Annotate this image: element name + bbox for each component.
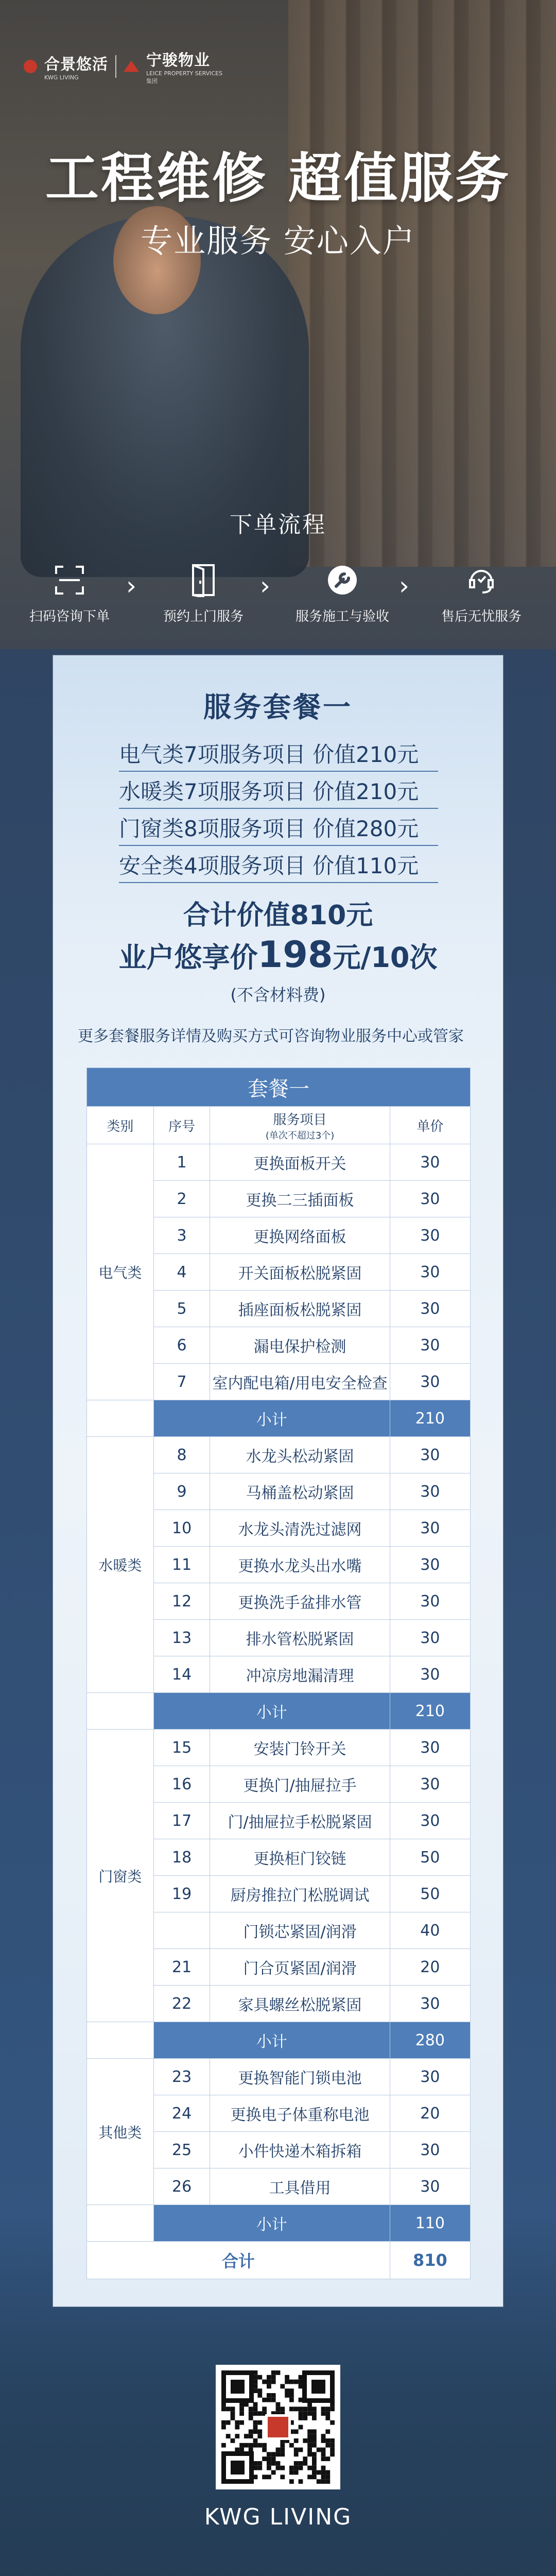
unit-price: 30	[390, 1547, 470, 1583]
total-label: 合计	[87, 2242, 390, 2279]
unit-price: 30	[390, 2168, 470, 2205]
flow-step-scan	[21, 562, 118, 625]
table-row	[87, 1730, 471, 1766]
subtotal-value: 210	[390, 1400, 470, 1437]
subtotal-spacer	[87, 1400, 154, 1437]
row-number: 11	[153, 1547, 210, 1583]
row-number: 16	[153, 1766, 210, 1803]
row-number: 26	[153, 2168, 210, 2205]
unit-price: 30	[390, 1144, 470, 1181]
subtotal-label: 小计	[153, 2205, 390, 2242]
tax-note: (不含材料费)	[230, 985, 326, 1005]
service-item: 开关面板松脱紧固	[210, 1254, 390, 1291]
scan-icon	[51, 562, 88, 599]
unit-price: 50	[390, 1876, 470, 1912]
hero-banner	[0, 0, 556, 649]
total-value-cell: 810	[390, 2242, 470, 2279]
subtotal-label: 小计	[153, 2022, 390, 2059]
unit-price: 30	[390, 1291, 470, 1327]
row-number: 12	[153, 1583, 210, 1620]
service-item: 门合页紧固/润滑	[210, 1949, 390, 1986]
unit-price: 30	[390, 1181, 470, 1217]
subtotal-label: 小计	[153, 1400, 390, 1437]
flow-step-label: 售后无忧服务	[441, 609, 522, 624]
chevron-right-icon: ›	[399, 571, 409, 601]
total-row	[87, 2242, 471, 2279]
category-cell: 水暖类	[87, 1437, 154, 1693]
unit-price: 30	[390, 1803, 470, 1839]
row-number: 9	[153, 1473, 210, 1510]
category-cell: 门窗类	[87, 1730, 154, 2022]
header-no: 序号	[153, 1107, 210, 1144]
header-item	[210, 1107, 390, 1144]
service-item: 更换洗手盆排水管	[210, 1583, 390, 1620]
unit-price: 40	[390, 1912, 470, 1949]
row-number: 24	[153, 2095, 210, 2132]
row-number: 8	[153, 1437, 210, 1473]
service-item: 水龙头清洗过滤网	[210, 1510, 390, 1547]
service-item: 马桶盖松动紧固	[210, 1473, 390, 1510]
subtotal-row	[87, 1693, 471, 1730]
package-line: 水暖类7项服务项目 价值210元	[119, 775, 438, 809]
unit-price: 30	[390, 1217, 470, 1254]
logo-bar	[24, 47, 222, 85]
package-line: 门窗类8项服务项目 价值280元	[119, 812, 438, 846]
support-icon	[463, 562, 500, 599]
ningjun-logo-icon	[124, 61, 139, 72]
service-item: 更换柜门铰链	[210, 1839, 390, 1876]
unit-price: 30	[390, 1327, 470, 1364]
unit-price: 30	[390, 1620, 470, 1656]
door-icon	[185, 562, 222, 599]
service-item: 更换门/抽屉拉手	[210, 1766, 390, 1803]
service-item: 冲凉房地漏清理	[210, 1656, 390, 1693]
unit-price: 30	[390, 2132, 470, 2168]
table-row	[87, 1144, 471, 1181]
package-line: 安全类4项服务项目 价值110元	[119, 849, 438, 883]
service-item: 更换二三插面板	[210, 1181, 390, 1217]
package-line: 电气类7项服务项目 价值210元	[119, 738, 438, 772]
service-item: 门/抽屉拉手松脱紧固	[210, 1803, 390, 1839]
logo-divider	[115, 55, 116, 78]
row-number: 1	[153, 1144, 210, 1181]
service-item: 插座面板松脱紧固	[210, 1291, 390, 1327]
service-item: 更换面板开关	[210, 1144, 390, 1181]
table-header-row	[87, 1107, 471, 1144]
service-item: 水龙头松动紧固	[210, 1437, 390, 1473]
header-item-label: 服务项目	[273, 1112, 327, 1128]
unit-price: 50	[390, 1839, 470, 1876]
ningjun-logo	[146, 47, 222, 85]
service-table-body	[87, 1068, 471, 2279]
kwg-logo-text: 合景悠活	[44, 56, 108, 74]
ningjun-logo-badge: LEICE	[146, 70, 162, 77]
unit-price: 30	[390, 1254, 470, 1291]
service-item: 室内配电箱/用电安全检查	[210, 1364, 390, 1400]
row-number: 15	[153, 1730, 210, 1766]
hero-title: 工程维修 超值服务	[45, 147, 511, 210]
service-item: 安装门铃开关	[210, 1730, 390, 1766]
row-number: 14	[153, 1656, 210, 1693]
subtotal-value: 280	[390, 2022, 470, 2059]
service-item: 更换网络面板	[210, 1217, 390, 1254]
service-item: 小件快递木箱拆箱	[210, 2132, 390, 2168]
service-table	[86, 1067, 471, 2279]
subtotal-spacer	[87, 2205, 154, 2242]
row-number: 17	[153, 1803, 210, 1839]
row-number: 19	[153, 1876, 210, 1912]
row-number: 21	[153, 1949, 210, 1986]
subtotal-value: 110	[390, 2205, 470, 2242]
subtotal-spacer	[87, 1693, 154, 1730]
table-title-row	[87, 1068, 471, 1107]
subtotal-row	[87, 1400, 471, 1437]
footer-brand: KWG LIVING	[204, 2504, 352, 2530]
table-row	[87, 1437, 471, 1473]
wood-wall-decor	[288, 0, 556, 567]
service-item: 家具螺丝松脱紧固	[210, 1986, 390, 2022]
unit-price: 20	[390, 1949, 470, 1986]
unit-price: 30	[390, 1766, 470, 1803]
qr-code	[216, 2365, 340, 2489]
row-number: 25	[153, 2132, 210, 2168]
unit-price: 30	[390, 1473, 470, 1510]
unit-price: 30	[390, 1730, 470, 1766]
subtotal-row	[87, 2022, 471, 2059]
service-item: 漏电保护检测	[210, 1327, 390, 1364]
service-item: 更换电子体重称电池	[210, 2095, 390, 2132]
ningjun-logo-text: 宁骏物业	[146, 52, 210, 70]
row-number: 22	[153, 1986, 210, 2022]
package-title: 服务套餐一	[203, 691, 353, 723]
member-price-amount: 198	[257, 934, 333, 976]
category-cell: 其他类	[87, 2059, 154, 2205]
ningjun-logo-sub: PROPERTY SERVICES	[164, 70, 223, 77]
unit-price: 30	[390, 2059, 470, 2095]
service-item: 更换水龙头出水嘴	[210, 1547, 390, 1583]
row-number: 7	[153, 1364, 210, 1400]
row-number: 3	[153, 1217, 210, 1254]
row-number: 18	[153, 1839, 210, 1876]
unit-price: 30	[390, 1656, 470, 1693]
kwg-logo-sub: KWG LIVING	[44, 74, 79, 81]
unit-price: 30	[390, 1583, 470, 1620]
flow-step-construction	[293, 562, 391, 625]
member-price	[53, 934, 503, 976]
flow-step-aftersales	[432, 562, 530, 625]
service-item: 门锁芯紧固/润滑	[210, 1912, 390, 1949]
row-number: 5	[153, 1291, 210, 1327]
subtotal-value: 210	[390, 1693, 470, 1730]
row-number: 2	[153, 1181, 210, 1217]
flow-step-label: 预约上门服务	[163, 609, 244, 624]
wrench-icon	[324, 562, 361, 599]
subtotal-row	[87, 2205, 471, 2242]
chevron-right-icon: ›	[126, 571, 136, 601]
subtotal-spacer	[87, 2022, 154, 2059]
header-price: 单价	[390, 1107, 470, 1144]
row-number	[153, 1912, 210, 1949]
service-item: 厨房推拉门松脱调试	[210, 1876, 390, 1912]
hero-subtitle: 专业服务 安心入户	[141, 222, 415, 260]
row-number: 4	[153, 1254, 210, 1291]
order-flow	[21, 562, 535, 634]
table-title: 套餐一	[87, 1068, 471, 1107]
kwg-logo	[44, 52, 108, 81]
chevron-right-icon: ›	[260, 571, 270, 601]
service-item: 工具借用	[210, 2168, 390, 2205]
header-category: 类别	[87, 1107, 154, 1144]
row-number: 23	[153, 2059, 210, 2095]
table-row	[87, 2059, 471, 2095]
ningjun-logo-sub2: 集团	[146, 78, 158, 84]
flow-step-label: 扫码咨询下单	[29, 609, 110, 624]
flow-step-appointment	[154, 562, 252, 625]
member-price-prefix: 业户悠享价	[118, 941, 258, 974]
service-item: 排水管松脱紧固	[210, 1620, 390, 1656]
unit-price: 20	[390, 2095, 470, 2132]
package-card	[53, 655, 503, 2307]
unit-price: 30	[390, 1364, 470, 1400]
member-price-suffix: 元/10次	[333, 941, 438, 974]
service-item: 更换智能门锁电池	[210, 2059, 390, 2095]
flow-title: 下单流程	[230, 512, 326, 538]
row-number: 6	[153, 1327, 210, 1364]
flow-step-label: 服务施工与验收	[295, 609, 389, 624]
category-cell: 电气类	[87, 1144, 154, 1400]
total-value: 合计价值810元	[183, 900, 373, 931]
more-info: 更多套餐服务详情及购买方式可咨询物业服务中心或管家	[78, 1027, 464, 1045]
subtotal-label: 小计	[153, 1693, 390, 1730]
header-item-note: (单次不超过3个)	[265, 1130, 335, 1141]
unit-price: 30	[390, 1437, 470, 1473]
unit-price: 30	[390, 1986, 470, 2022]
row-number: 10	[153, 1510, 210, 1547]
kwg-logo-icon	[24, 60, 37, 73]
unit-price: 30	[390, 1510, 470, 1547]
row-number: 13	[153, 1620, 210, 1656]
